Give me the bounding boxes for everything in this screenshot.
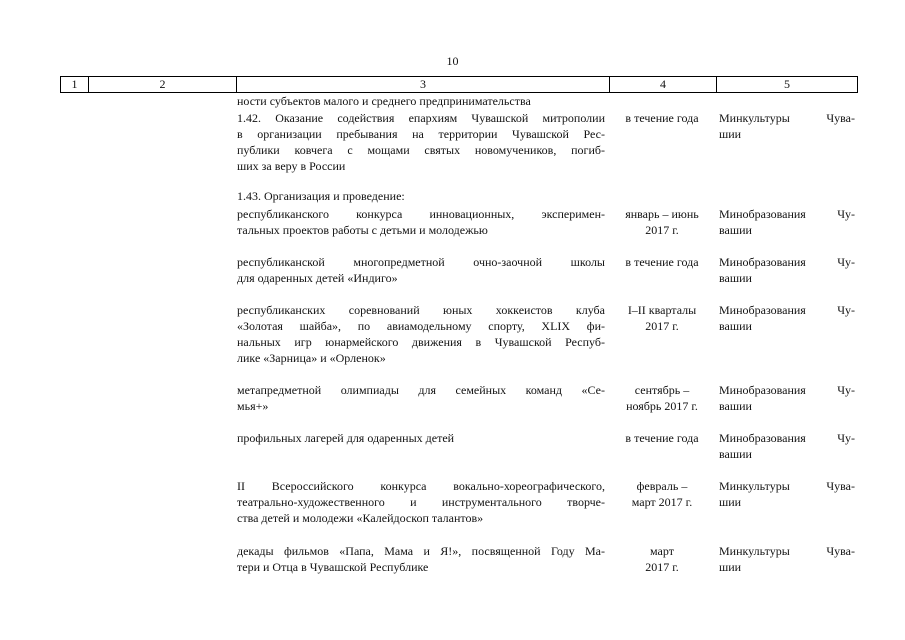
row-5-responsible [719, 254, 855, 286]
responsible-line: вашии [719, 447, 752, 461]
row-2-event [237, 110, 605, 174]
row-8-event [237, 430, 605, 446]
responsible-line: вашии [719, 271, 752, 285]
row-7-responsible [719, 382, 855, 414]
responsible-line: шии [719, 495, 742, 509]
period-line: в течение года [625, 111, 699, 125]
period-line: март [650, 544, 674, 558]
row-4-event [237, 206, 605, 238]
period-line: 2017 г. [645, 560, 679, 574]
row-2-period [612, 110, 712, 126]
event-line: публики ковчега с мощами святых новомучеников, погиб- [237, 143, 605, 157]
row-10-period [612, 543, 712, 575]
responsible-line: Минкультуры Чува- [719, 479, 855, 493]
event-line: метапредметной олимпиады для семейных команд «Се- [237, 383, 605, 397]
event-line: республиканских соревнований юных хоккеистов клуба [237, 303, 605, 317]
period-line: февраль – [636, 479, 688, 493]
row-7-event [237, 382, 605, 414]
event-line: ства детей и молодежи «Калейдоскоп талантов» [237, 511, 484, 525]
header-col-1: 1 [60, 77, 88, 92]
responsible-line: вашии [719, 319, 752, 333]
event-line: нальных игр юнармейского движения в Чувашской Респуб- [237, 335, 605, 349]
responsible-line: Минкультуры Чува- [719, 544, 855, 558]
event-line: в организации пребывания на территории Чувашской Рес- [237, 127, 605, 141]
period-line: март 2017 г. [631, 495, 693, 509]
event-line: 1.42. Оказание содействия епархиям Чувашской митрополии [237, 111, 605, 125]
responsible-line: вашии [719, 223, 752, 237]
event-line: для одаренных детей «Индиго» [237, 271, 398, 285]
page-number: 10 [446, 54, 459, 68]
header-col-3: 3 [236, 77, 609, 92]
row-9-period [612, 478, 712, 510]
row-6-responsible [719, 302, 855, 334]
event-line: «Золотая шайба», по авиамодельному спорту, XLIX фи- [237, 319, 605, 333]
period-line: сентябрь – [634, 383, 690, 397]
event-line: ности субъектов малого и среднего предпринимательства [237, 94, 531, 108]
period-line: январь – июнь [625, 207, 699, 221]
row-10-event [237, 543, 605, 575]
row-6-period [612, 302, 712, 334]
event-line: тери и Отца в Чувашской Республике [237, 560, 429, 574]
event-line: мья+» [237, 399, 269, 413]
row-7-period [612, 382, 712, 414]
responsible-line: Минобразования Чу- [719, 207, 855, 221]
row-3-event [237, 188, 605, 204]
responsible-line: Минобразования Чу- [719, 255, 855, 269]
event-line: республиканской многопредметной очно-заочной школы [237, 255, 605, 269]
period-line: в течение года [625, 255, 699, 269]
row-1-event [237, 93, 605, 109]
responsible-line: Минобразования Чу- [719, 383, 855, 397]
event-line: II Всероссийского конкурса вокально-хореографического, [237, 479, 605, 493]
row-4-period [612, 206, 712, 238]
row-5-period [612, 254, 712, 270]
event-line: ших за веру в России [237, 159, 346, 173]
event-line: тальных проектов работы с детьми и молодежью [237, 223, 488, 237]
table-header-row [60, 76, 858, 93]
event-line: декады фильмов «Папа, Мама и Я!», посвященной Году Ма- [237, 544, 605, 558]
period-line: 2017 г. [645, 319, 679, 333]
responsible-line: Минобразования Чу- [719, 431, 855, 445]
row-6-event [237, 302, 605, 366]
responsible-line: вашии [719, 399, 752, 413]
period-line: в течение года [625, 431, 699, 445]
header-col-4: 4 [609, 77, 716, 92]
row-8-responsible [719, 430, 855, 462]
responsible-line: Минкультуры Чува- [719, 111, 855, 125]
header-col-2: 2 [88, 77, 236, 92]
responsible-line: Минобразования Чу- [719, 303, 855, 317]
row-10-responsible [719, 543, 855, 575]
event-line: театрально-художественного и инструментального творче- [237, 495, 605, 509]
header-col-5: 5 [716, 77, 858, 92]
period-line: I–II кварталы [627, 303, 697, 317]
period-line: 2017 г. [645, 223, 679, 237]
row-9-event [237, 478, 605, 526]
period-line: ноябрь 2017 г. [626, 399, 698, 413]
row-2-responsible [719, 110, 855, 142]
event-line: лике «Зарница» и «Орленок» [237, 351, 386, 365]
row-9-responsible [719, 478, 855, 510]
event-line: профильных лагерей для одаренных детей [237, 431, 455, 445]
row-5-event [237, 254, 605, 286]
responsible-line: шии [719, 560, 742, 574]
row-4-responsible [719, 206, 855, 238]
row-8-period [612, 430, 712, 446]
event-line: 1.43. Организация и проведение: [237, 189, 405, 203]
event-line: республиканского конкурса инновационных, эксперимен- [237, 207, 605, 221]
responsible-line: шии [719, 127, 742, 141]
